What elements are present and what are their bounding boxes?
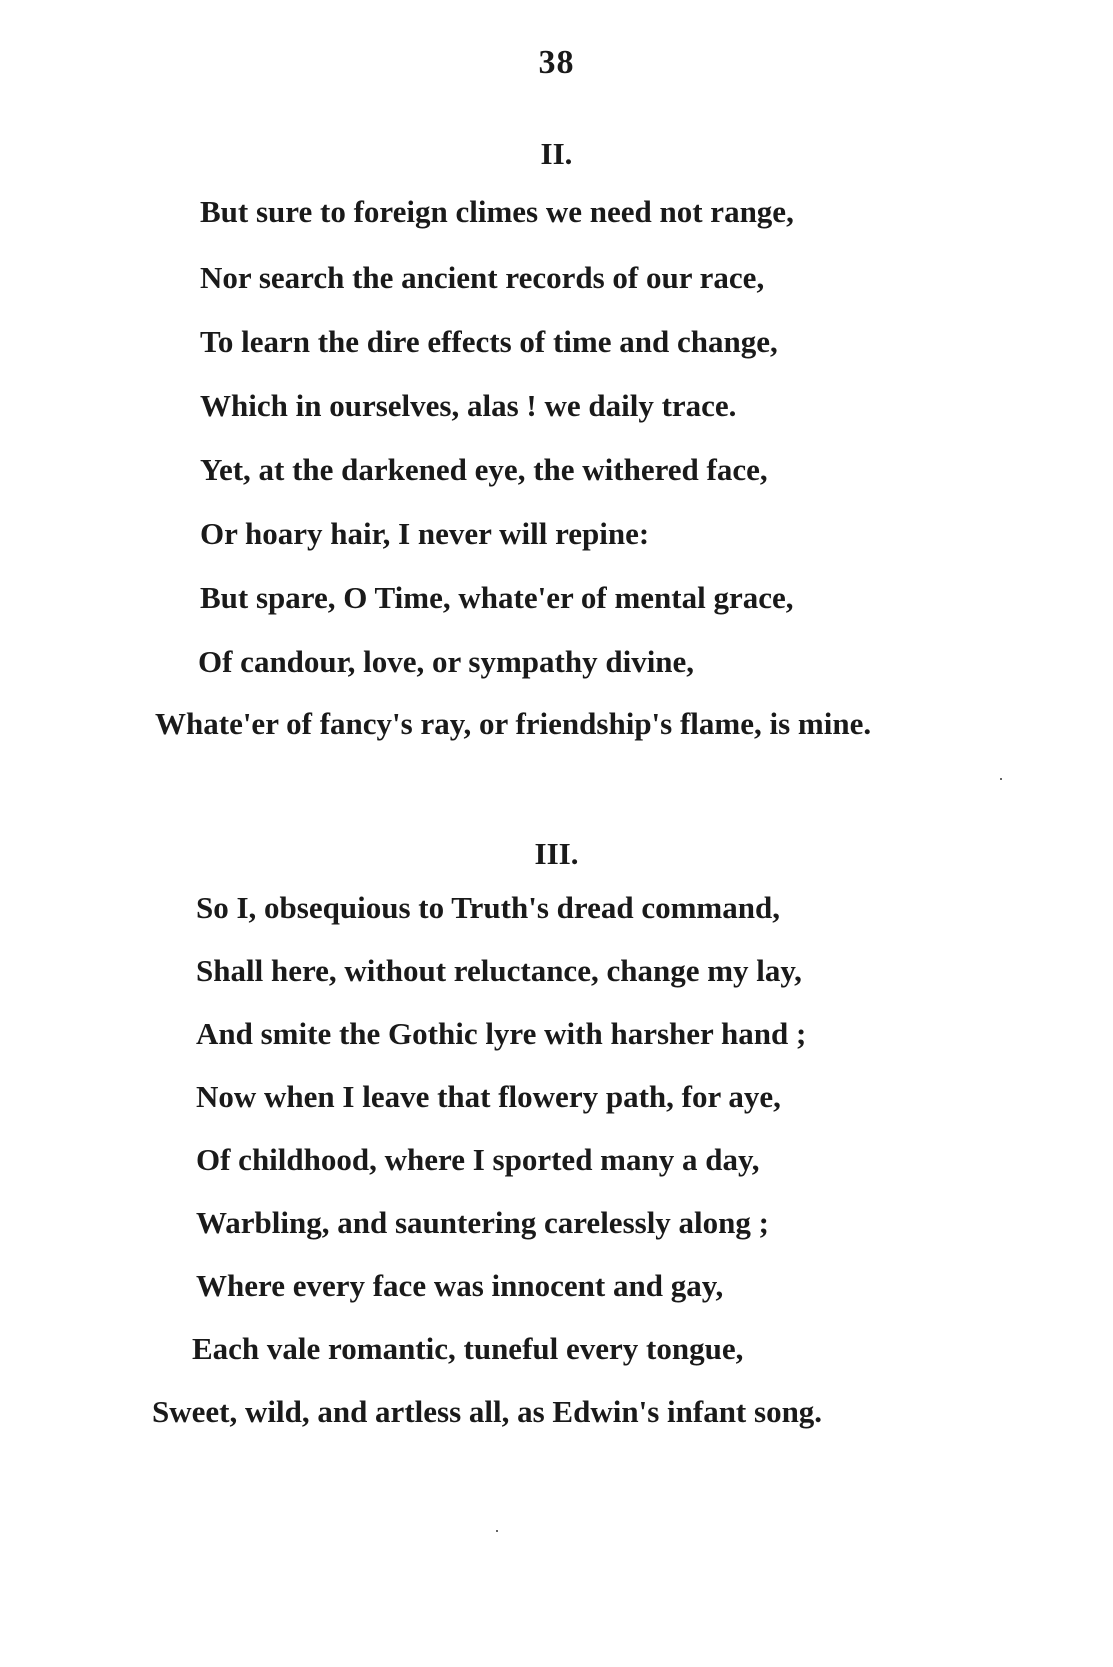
poem-line: Warbling, and sauntering carelessly along ; bbox=[196, 1205, 769, 1240]
poem-line: Or hoary hair, I never will repine: bbox=[200, 516, 650, 551]
print-speck bbox=[496, 1530, 498, 1532]
poem-line: Sweet, wild, and artless all, as Edwin's infant song. bbox=[152, 1394, 823, 1429]
poem-line: Which in ourselves, alas ! we daily trace. bbox=[200, 388, 737, 423]
poem-line: To learn the dire effects of time and change, bbox=[200, 324, 778, 359]
poem-line: Now when I leave that flowery path, for aye, bbox=[196, 1079, 781, 1114]
stanza-heading-ii: II. bbox=[540, 136, 573, 171]
poem-line: Where every face was innocent and gay, bbox=[196, 1268, 724, 1303]
poem-line: Whate'er of fancy's ray, or friendship's flame, is mine. bbox=[155, 706, 872, 741]
print-speck bbox=[1000, 778, 1002, 780]
poem-line: Of childhood, where I sported many a day, bbox=[196, 1142, 760, 1177]
poem-line: But spare, O Time, whate'er of mental grace, bbox=[200, 580, 794, 615]
poem-line: Nor search the ancient records of our race, bbox=[200, 260, 765, 295]
poem-line: But sure to foreign climes we need not range, bbox=[200, 194, 794, 229]
page-number: 38 bbox=[538, 44, 575, 81]
stanza-heading-iii: III. bbox=[534, 836, 579, 871]
poem-line: Yet, at the darkened eye, the withered face, bbox=[200, 452, 768, 487]
poem-line: Of candour, love, or sympathy divine, bbox=[198, 644, 695, 679]
poem-line: And smite the Gothic lyre with harsher hand ; bbox=[196, 1016, 807, 1051]
poem-line: Shall here, without reluctance, change my lay, bbox=[196, 953, 802, 988]
poem-line: So I, obsequious to Truth's dread command, bbox=[196, 890, 780, 925]
poem-line: Each vale romantic, tuneful every tongue, bbox=[192, 1331, 744, 1366]
